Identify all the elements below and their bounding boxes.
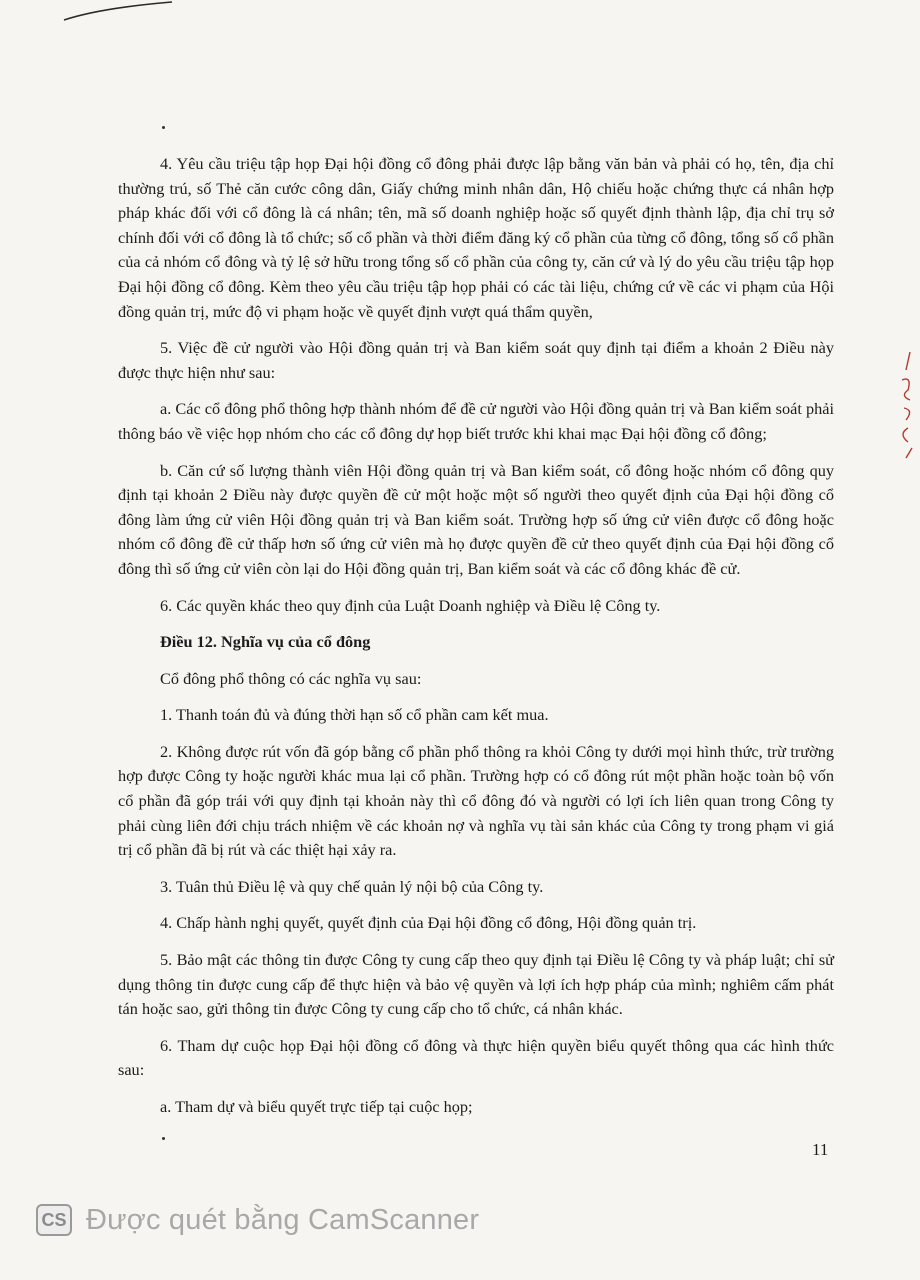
obligation-2: 2. Không được rút vốn đã góp bằng cổ phần phổ thông ra khỏi Công ty dưới mọi hình thức, trừ trường hợp được Công ty hoặc người khác mua lại cổ phần. Trường hợp có cổ đông rút một phần hoặc toàn bộ vốn cổ phần đã góp trái với quy định tại khoản này thì cổ đông đó và người có lợi ích liên quan trong Công ty phải cùng liên đới chịu trách nhiệm về các khoản nợ và nghĩa vụ tài sản khác của Công ty trong phạm vi giá trị cổ phần đã bị rút và các thiệt hại xảy ra. bbox=[118, 741, 834, 860]
handwritten-margin-mark bbox=[892, 350, 920, 460]
scan-dot bbox=[162, 1137, 165, 1140]
camscanner-logo-icon: CS bbox=[36, 1204, 72, 1236]
obligation-1: 1. Thanh toán đủ và đúng thời hạn số cổ phần cam kết mua. bbox=[160, 705, 549, 725]
paragraph-5-nomination: 5. Việc đề cử người vào Hội đồng quản trị và Ban kiểm soát quy định tại điểm a khoản 2 Điều này được thực hiện như sau: bbox=[118, 338, 834, 382]
obligation-5: 5. Bảo mật các thông tin được Công ty cung cấp theo quy định tại Điều lệ Công ty và pháp luật; chỉ sử dụng thông tin được cung cấp để thực hiện và bảo vệ quyền và lợi ích hợp pháp của mình; nghiêm cấm phát tán hoặc sao, gửi thông tin được Công ty cung cấp cho tổ chức, cá nhân khác. bbox=[118, 950, 834, 1019]
page-number: 11 bbox=[812, 1140, 829, 1159]
obligations-intro: Cổ đông phổ thông có các nghĩa vụ sau: bbox=[160, 668, 422, 688]
scan-dot bbox=[162, 126, 165, 129]
scan-artifact-line bbox=[60, 0, 180, 24]
obligation-4: 4. Chấp hành nghị quyết, quyết định của Đại hội đồng cổ đông, Hội đồng quản trị. bbox=[160, 913, 697, 933]
obligation-3: 3. Tuân thủ Điều lệ và quy chế quản lý nội bộ của Công ty. bbox=[160, 876, 544, 896]
document-body bbox=[118, 152, 834, 1120]
paragraph-5b: b. Căn cứ số lượng thành viên Hội đồng quản trị và Ban kiểm soát, cổ đông hoặc nhóm cổ đông quy định tại khoản 2 Điều này được quyền đề cử một hoặc một số người theo quyết định của Đại hội đồng cổ đông làm ứng cử viên Hội đồng quản trị và Ban kiểm soát. Trường hợp số ứng cử viên được cổ đông hoặc nhóm cổ đông đề cử thấp hơn số ứng cử viên mà họ được quyền đề cử theo quyết định của Đại hội đồng cổ đông thì số ứng cử viên còn lại do Hội đồng quản trị, Ban kiểm soát và các cổ đông khác đề cử. bbox=[118, 460, 834, 578]
article-12-heading: Điều 12. Nghĩa vụ của cổ đông bbox=[160, 632, 371, 652]
paragraph-4-convening-request: 4. Yêu cầu triệu tập họp Đại hội đồng cổ đông phải được lập bằng văn bản và phải có họ, tên, địa chỉ thường trú, số Thẻ căn cước công dân, Giấy chứng minh nhân dân, Hộ chiếu hoặc chứng thực cá nhân hợp pháp khác đối với cổ đông là cá nhân; tên, mã số doanh nghiệp hoặc số quyết định thành lập, địa chỉ trụ sở chính đối với cổ đông là tổ chức; số cổ phần và thời điểm đăng ký cổ phần của từng cổ đông, tổng số cổ phần của cả nhóm cổ đông và tỷ lệ sở hữu trong tổng số cổ phần của công ty, căn cứ và lý do yêu cầu triệu tập họp Đại hội đồng cổ đông. Kèm theo yêu cầu triệu tập họp phải có các tài liệu, chứng cứ về các vi phạm của Hội đồng quản trị, mức độ vi phạm hoặc về quyết định vượt quá thẩm quyền, bbox=[118, 154, 834, 321]
obligation-6: 6. Tham dự cuộc họp Đại hội đồng cổ đông và thực hiện quyền biểu quyết thông qua các hình thức sau: bbox=[118, 1035, 834, 1080]
camscanner-caption: Được quét bằng CamScanner bbox=[86, 1203, 480, 1236]
paragraph-5a: a. Các cổ đông phổ thông hợp thành nhóm để đề cử người vào Hội đồng quản trị và Ban kiểm soát phải thông báo về việc họp nhóm cho các cổ đông dự họp biết trước khi khai mạc Đại hội đồng cổ đông; bbox=[118, 399, 834, 443]
camscanner-watermark bbox=[36, 1200, 479, 1240]
paragraph-6-other-rights: 6. Các quyền khác theo quy định của Luật Doanh nghiệp và Điều lệ Công ty. bbox=[160, 595, 661, 615]
obligation-6a: a. Tham dự và biểu quyết trực tiếp tại cuộc họp; bbox=[160, 1097, 473, 1116]
